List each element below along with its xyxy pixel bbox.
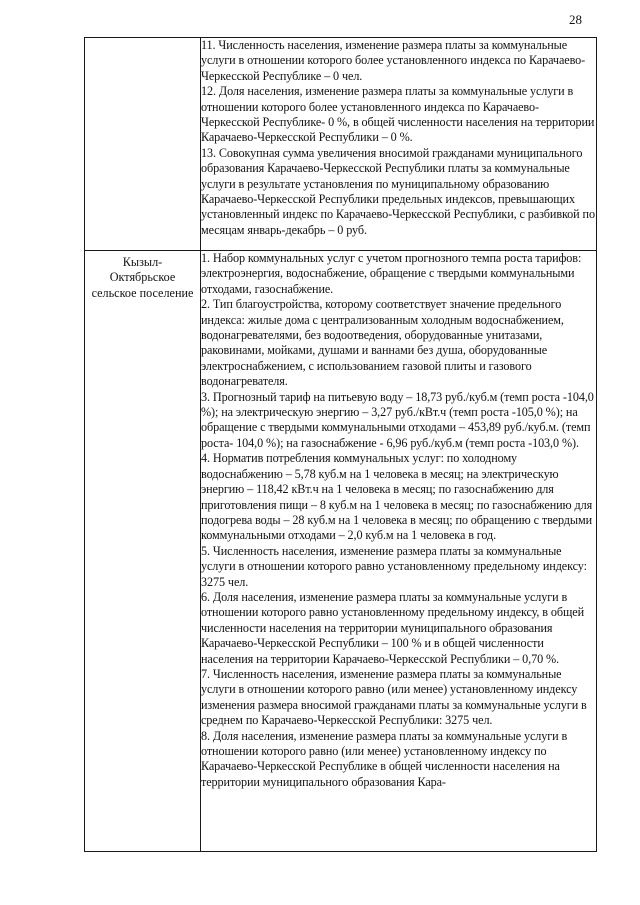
indicator-item: 11. Численность населения, изменение размера платы за коммунальные услуги в отношении которого более установленного индекса по Карачаево-Черкесской Республике – 0 чел. [201, 38, 586, 83]
settlement-cell [85, 251, 201, 852]
settlement-cell [85, 38, 201, 251]
indicator-item: 5. Численность населения, изменение размера платы за коммунальные услуги в отношении которого равно установленному предельному индексу: 3275 чел. [201, 543, 587, 589]
table-row [85, 38, 597, 251]
indicator-item: 13. Совокупная сумма увеличения вносимой гражданами муниципального образования Карачаево-Черкесской Республики платы за коммунальные услуги в результате установления по муниципальному образованию Карачаево-Черкесской Республики предельных индексов, превышающих установленный индекс по Карачаево-Черкесской Республики, с разбивкой по месяцам январь-декабрь – 0 руб. [201, 145, 595, 237]
indicator-item: 2. Тип благоустройства, которому соответствует значение предельного индекса: жилые дома с централизованным холодным водоснабжением, водонагревателями, без водоотведения, оборудованные унитазами, раковинами, мойками, душами и ваннами без душа, оборудованные электроснабжением, с использованием газовой плиты и газового водонагревателя. [201, 297, 564, 389]
document-table [84, 37, 597, 852]
indicator-item: 6. Доля населения, изменение размера платы за коммунальные услуги в отношении которого равно установленному предельному индексу, в общей численности населения на территории муниципального образования Карачаево-Черкесской Республики – 100 % и в общей численности населения на территории Карачаево-Черкесской Республики – 0,70 %. [201, 589, 585, 666]
indicator-item: 4. Норматив потребления коммунальных услуг: по холодному водоснабжению – 5,78 куб.м на 1 человека в месяц; на электрическую энергию – 118,42 кВт.ч на 1 человека в месяц; по газоснабжению для приготовления пищи – 8 куб.м на 1 человека в месяц; по газоснабжению для подогрева воды – 28 куб.м на 1 человека в месяц; по обращению с твердыми коммунальными отходами – 2,0 куб.м на 1 человека в год. [201, 451, 593, 543]
indicator-item: 1. Набор коммунальных услуг с учетом прогнозного темпа роста тарифов: электроэнергия, водоснабжение, обращение с твердыми коммунальными отходами, газоснабжение. [201, 251, 582, 296]
settlement-name: Кызыл-Октябрьское сельское поселение [91, 255, 194, 300]
page-number: 28 [569, 12, 582, 27]
indicator-item: 7. Численность населения, изменение размера платы за коммунальные услуги в отношении которого равно (или менее) установленному индексу изменения размера вносимой гражданами платы за коммунальные услуги в среднем по Карачаево-Черкесской Республики: 3275 чел. [201, 666, 587, 728]
table-row [85, 251, 597, 852]
indicator-item: 3. Прогнозный тариф на питьевую воду – 18,73 руб./куб.м (темп роста -104,0 %); на электрическую энергию – 3,27 руб./кВт.ч (темп роста -105,0 %); на обращение с твердыми коммунальными отходами – 453,89 руб./куб.м. (темп роста- 104,0 %); на газоснабжение - 6,96 руб./куб.м (темп роста -103,0 %). [201, 389, 594, 450]
settlement-name [85, 38, 200, 42]
indicator-item: 8. Доля населения, изменение размера платы за коммунальные услуги в отношении которого равно (или менее) установленному индексу по Карачаево-Черкесской Республике в общей численности населения на территории муниципального образования Кара- [201, 728, 568, 789]
indicator-item: 12. Доля населения, изменение размера платы за коммунальные услуги в отношении которого более установленного индекса по Карачаево-Черкесской Республике- 0 %, в общей численности населения на территории Карачаево-Черкесской Республики – 0 %. [201, 84, 595, 145]
indicators-cell [201, 38, 597, 251]
indicators-cell [201, 251, 597, 852]
